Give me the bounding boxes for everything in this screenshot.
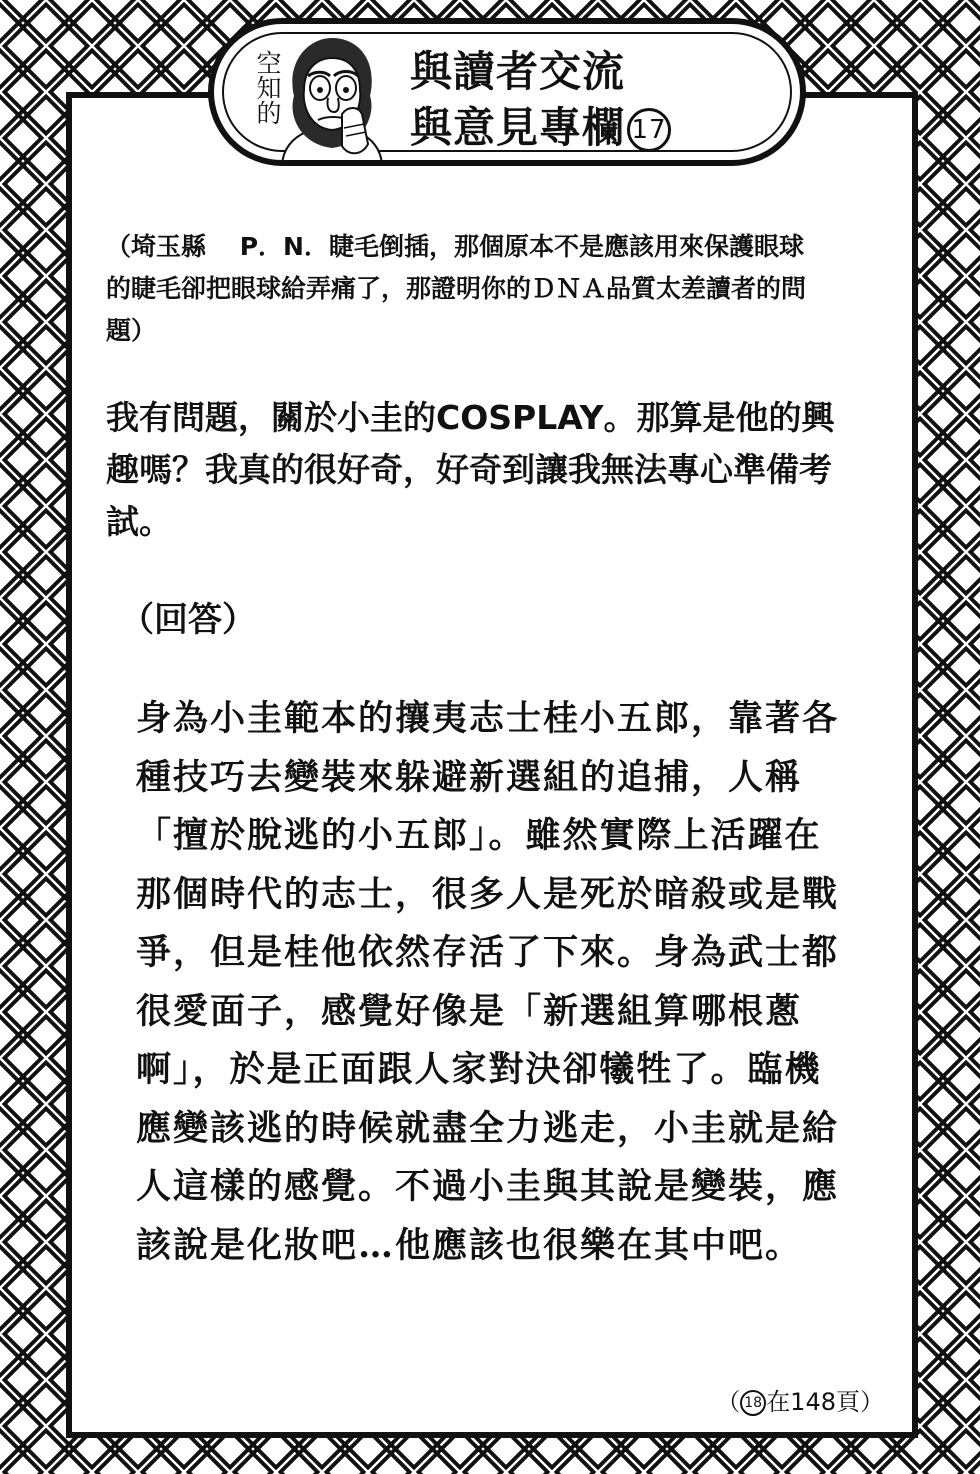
- issue-number-badge: 17: [627, 108, 671, 152]
- title-line-1: 與讀者交流: [410, 47, 626, 96]
- continued-open-paren: （: [716, 1388, 741, 1416]
- next-issue-number: 18: [740, 1390, 766, 1416]
- author-tag: 空知的: [253, 50, 282, 125]
- title-line-2-text: 與意見專欄: [410, 103, 626, 152]
- column-header-banner: [208, 18, 806, 166]
- reader-info: （埼玉縣 P．N．睫毛倒插，那個原本不是應該用來保護眼球的睫毛卻把眼球給弄痛了，那證明你的ＤＮＡ品質太差讀者的問題）: [106, 232, 807, 345]
- column-title: [410, 44, 671, 156]
- answer-label: （回答）: [120, 600, 256, 640]
- continued-close-paren: ）: [860, 1388, 884, 1416]
- reader-question: 我有問題，關於小圭的COSPLAY。那算是他的興趣嗎？我真的很好奇，好奇到讓我無法專心準備考試。: [106, 398, 835, 541]
- title-line-2: [410, 100, 671, 156]
- answer-body: 身為小圭範本的攘夷志士桂小五郎，靠著各種技巧去變裝來躲避新選組的追捕，人稱「擅於脫逃的小五郎」。雖然實際上活躍在那個時代的志士，很多人是死於暗殺或是戰爭，但是桂他依然存活了下來。身為武士都很愛面子，感覺好像是「新選組算哪根蔥啊」，於是正面跟人家對決卻犧牲了。臨機應變該逃的時候就盡全力逃走，小圭就是給人這樣的感覺。不過小圭與其說是變裝，應該說是化妝吧…他應該也很樂在其中吧。: [136, 698, 840, 1266]
- continued-note: [716, 1382, 884, 1417]
- continued-page-text: 在148頁: [766, 1388, 860, 1416]
- gorilla-face-icon: [272, 32, 392, 164]
